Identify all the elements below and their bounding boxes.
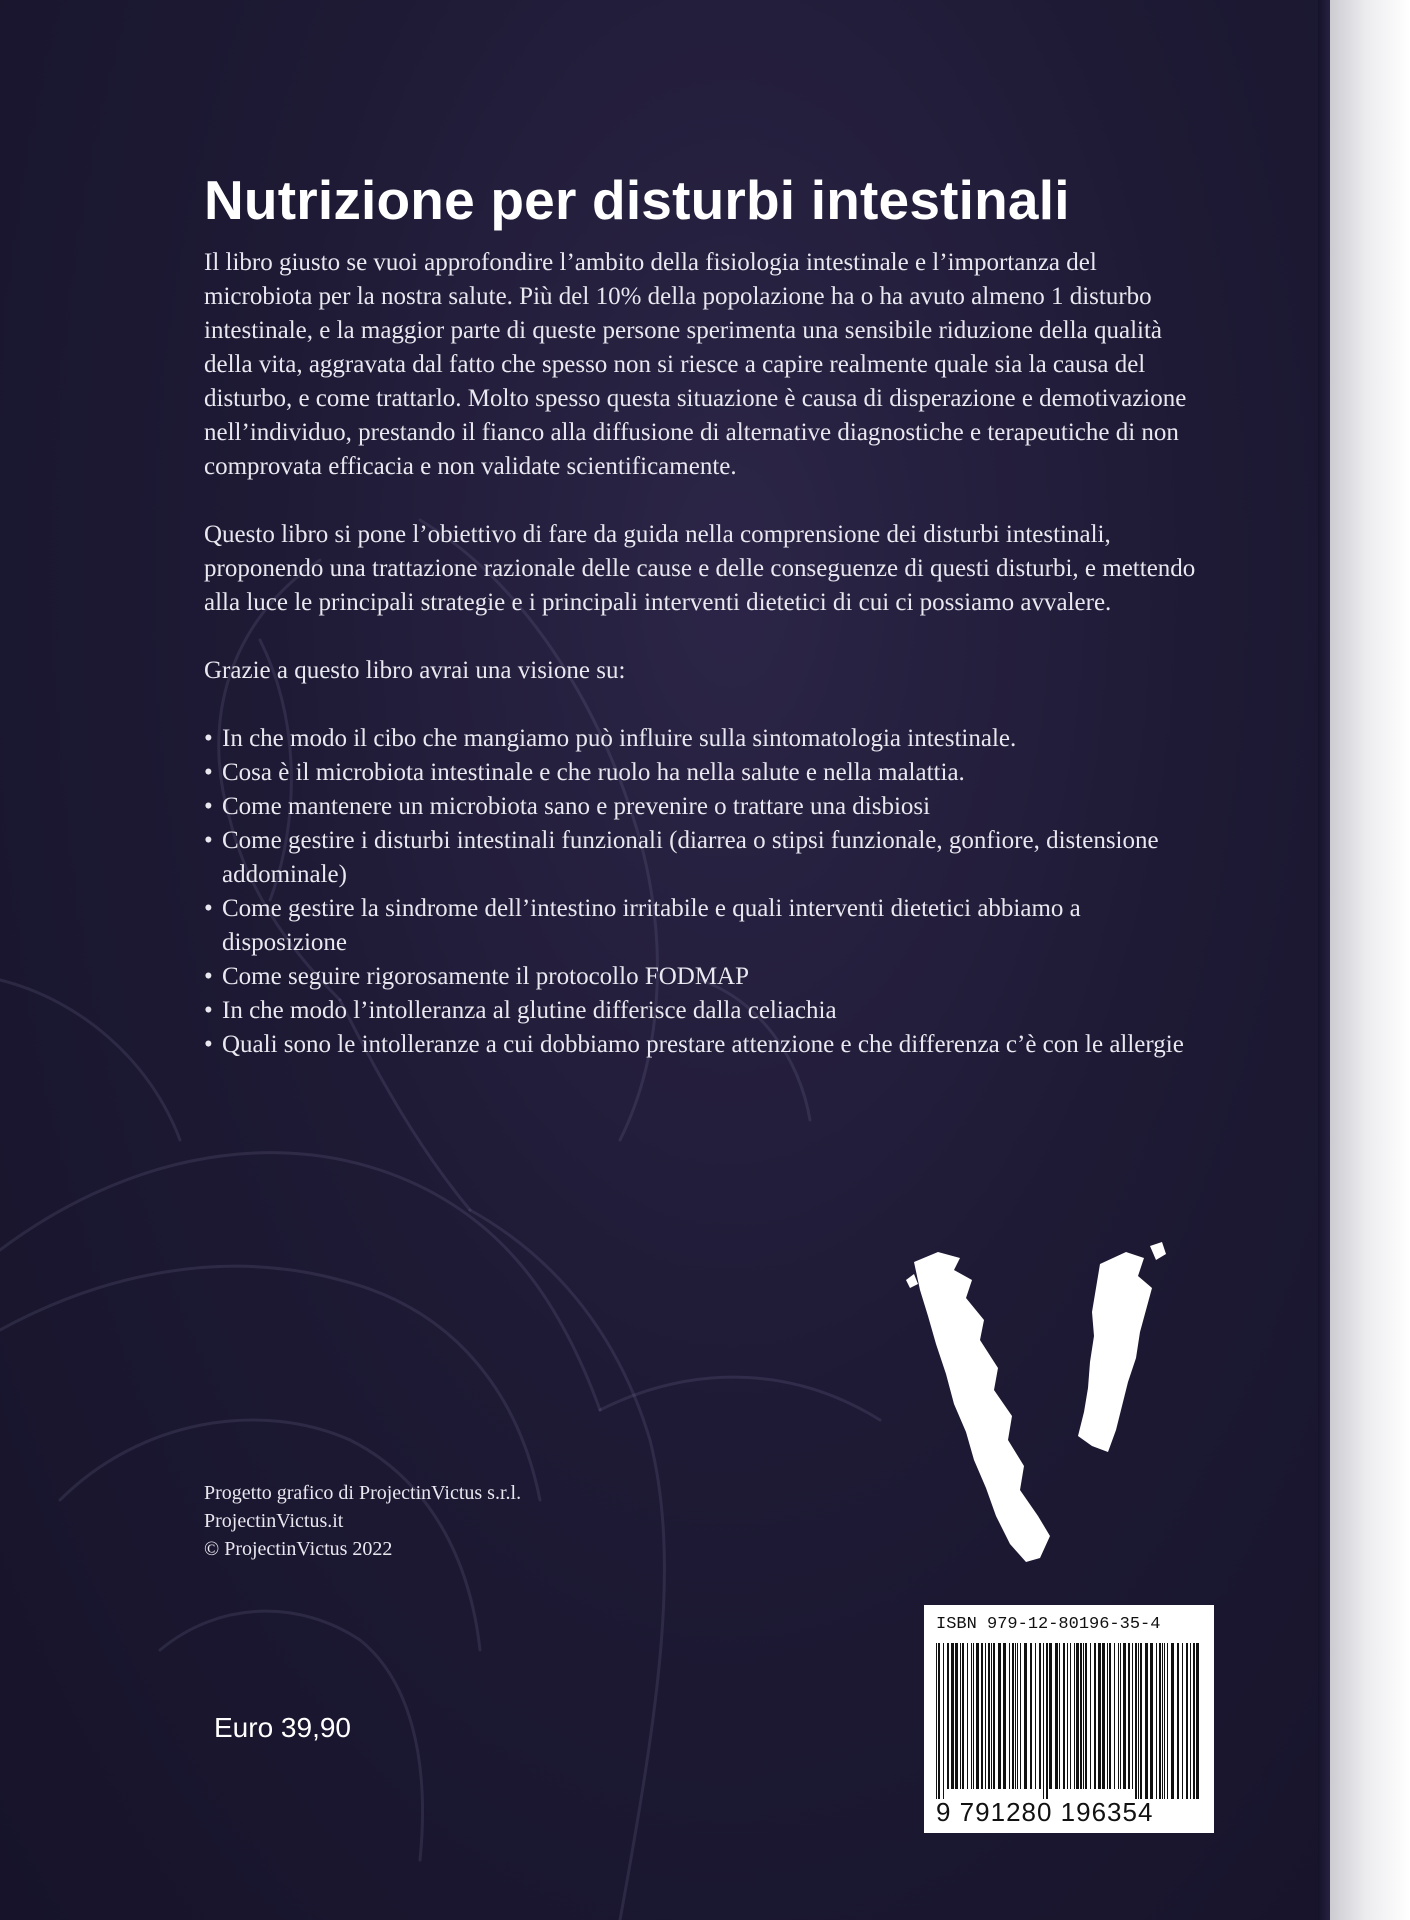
barcode-bar <box>1063 1643 1065 1789</box>
list-item-text: Come gestire i disturbi intestinali funzionali (diarrea o stipsi funzionale, gonfiore, distensione addominale) <box>222 827 1159 888</box>
barcode-bar <box>1102 1643 1105 1789</box>
barcode-bar <box>1128 1643 1130 1789</box>
barcode-bars <box>932 1643 1206 1799</box>
barcode-bar <box>1145 1643 1148 1799</box>
barcode-bar <box>988 1643 990 1789</box>
bullet-icon: • <box>204 997 213 1024</box>
barcode-bar <box>1009 1643 1010 1789</box>
barcode-bar <box>1167 1643 1168 1799</box>
list-item <box>204 790 1204 824</box>
barcode-bar <box>991 1643 992 1789</box>
barcode-bar <box>1138 1643 1139 1799</box>
barcode-bar <box>1020 1643 1021 1789</box>
barcode-bar <box>1193 1643 1195 1799</box>
barcode-bar <box>936 1643 937 1799</box>
barcode-bar <box>1118 1643 1119 1789</box>
barcode-bar <box>1012 1643 1014 1789</box>
list-item-text: Quali sono le intolleranze a cui dobbiamo prestare attenzione e che differenza c’è con le allergie <box>222 1031 1184 1058</box>
list-item <box>204 722 1204 756</box>
barcode-bar <box>962 1643 964 1789</box>
barcode-bar <box>1083 1643 1084 1789</box>
list-item <box>204 960 1204 994</box>
bullet-icon: • <box>204 725 213 752</box>
bullet-icon: • <box>204 759 213 786</box>
barcode-bar <box>1159 1643 1161 1799</box>
barcode-bar <box>1080 1643 1082 1789</box>
barcode-bar <box>1015 1643 1016 1789</box>
barcode-bar <box>1109 1643 1111 1789</box>
barcode-bar <box>998 1643 1001 1789</box>
barcode-bar <box>1171 1643 1174 1799</box>
barcode-bar <box>1107 1643 1108 1789</box>
isbn-label: ISBN 979-12-80196-35-4 <box>936 1615 1161 1634</box>
barcode-bar <box>1123 1643 1126 1789</box>
barcode-bar <box>1030 1643 1032 1789</box>
barcode-bar <box>955 1643 958 1789</box>
barcode-bar <box>973 1643 974 1789</box>
list-item-text: In che modo il cibo che mangiamo può influire sulla sintomatologia intestinale. <box>222 725 1017 752</box>
barcode-bar <box>1090 1643 1091 1789</box>
barcode-bar <box>1196 1643 1199 1799</box>
barcode-bar <box>1190 1643 1191 1799</box>
bullet-icon: • <box>204 827 213 854</box>
list-item-text: Come seguire rigorosamente il protocollo FODMAP <box>222 963 750 990</box>
barcode-bar <box>1094 1643 1096 1789</box>
barcode-bar <box>1156 1643 1157 1799</box>
barcode-bar <box>1135 1643 1137 1799</box>
bullet-icon: • <box>204 1031 213 1058</box>
barcode-bar <box>1177 1643 1179 1799</box>
book-title: Nutrizione per disturbi intestinali <box>204 169 1070 231</box>
barcode-bar <box>1024 1643 1027 1789</box>
barcode-bar <box>943 1643 944 1799</box>
barcode-bar <box>1039 1643 1041 1789</box>
copyright-text: © ProjectinVictus 2022 <box>204 1538 393 1560</box>
barcode-bar <box>1049 1643 1052 1789</box>
price-label: Euro 39,90 <box>214 1712 351 1743</box>
barcode-bar <box>1140 1643 1142 1799</box>
barcode-bar <box>976 1643 979 1789</box>
barcode-bar <box>1085 1643 1087 1789</box>
barcode-bar <box>960 1643 961 1789</box>
isbn-digits: 9 791280 196354 <box>936 1797 1154 1827</box>
barcode-bar <box>967 1643 968 1789</box>
book-description <box>204 246 1204 1062</box>
barcode-bar <box>1162 1643 1163 1799</box>
barcode-bar <box>1059 1643 1060 1789</box>
barcode-bar <box>1120 1643 1121 1789</box>
barcode-bar <box>1067 1643 1068 1789</box>
barcode-bar <box>1164 1643 1165 1799</box>
description-paragraph-1: Il libro giusto se vuoi approfondire l’ambito della fisiologia intestinale e l’importanza del microbiota per la nostra salute. Più del 10% della popolazione ha o ha avuto almeno 1 disturbo intestinale, e la maggior parte di queste persone sperimenta una sensibile riduzione della qualità della vita, aggravata dal fatto che spesso non si riesce a capire realmente quale sia la causa del disturbo, e come trattarlo. Molto spesso questa situazione è causa di disperazione e demotivazione nell’individuo, prestando il fianco alla diffusione di alternative diagnostiche e terapeutiche di non comprovata efficacia e non validate scientificamente. <box>204 249 1187 480</box>
barcode-bar <box>1055 1643 1058 1789</box>
barcode-bar <box>1035 1643 1036 1789</box>
barcode-bar <box>1017 1643 1018 1789</box>
barcode-bar <box>1070 1643 1071 1789</box>
barcode-bar <box>1150 1643 1153 1799</box>
spine-edge <box>1318 0 1330 1920</box>
credits <box>204 1479 521 1563</box>
barcode-bar <box>938 1643 940 1799</box>
list-item <box>204 994 1204 1028</box>
list-item-text: Cosa è il microbiota intestinale e che ruolo ha nella salute e nella malattia. <box>222 759 965 786</box>
bullet-icon: • <box>204 963 213 990</box>
barcode-bar <box>1076 1643 1079 1789</box>
website-text: ProjectinVictus.it <box>204 1510 344 1532</box>
designer-credit: Progetto grafico di ProjectinVictus s.r.l. <box>204 1482 522 1504</box>
bullet-icon: • <box>204 895 213 922</box>
barcode-bar <box>1186 1643 1188 1799</box>
list-item-text: Come gestire la sindrome dell’intestino irritabile e quali interventi dietetici abbiamo a disposizione <box>222 895 1081 956</box>
list-item-text: Come mantenere un microbiota sano e prevenire o trattare una disbiosi <box>222 793 931 820</box>
description-paragraph-2: Questo libro si pone l’obiettivo di fare da guida nella comprensione dei disturbi intestinali, proponendo una trattazione razionale delle cause e delle conseguenze di questi disturbi, e mettendo alla luce le principali strategie e i principali interventi dietetici di cui ci possiamo avvalere. <box>204 521 1196 616</box>
barcode-bar <box>1098 1643 1101 1789</box>
list-item <box>204 1028 1204 1062</box>
barcode-bar <box>971 1643 972 1789</box>
list-item-text: In che modo l’intolleranza al glutine differisce dalla celiachia <box>222 997 837 1024</box>
barcode-bar <box>951 1643 954 1789</box>
barcode-bar <box>1182 1643 1183 1799</box>
brand-v-logo-icon <box>900 1240 1210 1580</box>
barcode-bar <box>1074 1643 1075 1789</box>
bullet-icon: • <box>204 793 213 820</box>
barcode-bar <box>1046 1643 1048 1799</box>
barcode-bar <box>981 1643 983 1789</box>
barcode-bar <box>1043 1643 1044 1799</box>
isbn-barcode <box>924 1605 1214 1833</box>
barcode-bar <box>993 1643 995 1789</box>
topics-list <box>204 722 1204 1062</box>
list-item <box>204 824 1204 892</box>
list-item <box>204 756 1204 790</box>
barcode-bar <box>1114 1643 1115 1789</box>
list-intro: Grazie a questo libro avrai una visione su: <box>204 657 626 684</box>
barcode-bar <box>985 1643 986 1789</box>
barcode-bar <box>947 1643 949 1789</box>
barcode-bar <box>1132 1643 1133 1789</box>
barcode-bar <box>1003 1643 1006 1789</box>
list-item <box>204 892 1204 960</box>
